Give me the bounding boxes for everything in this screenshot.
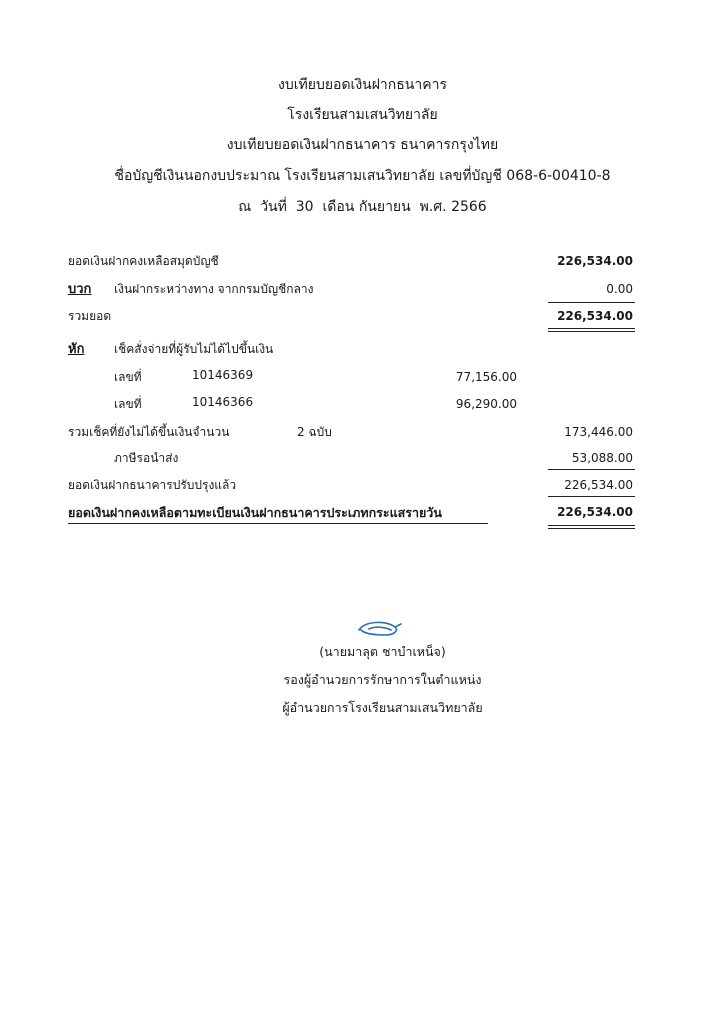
final-balance-label: ยอดเงินฝากคงเหลือตามทะเบียนเงินฝากธนาคารประเภทกระแสรายวัน: [68, 505, 442, 520]
account-name: ชื่อบัญชีเงินนอกงบประมาณ โรงเรียนสามเสนวิทยาลัย เลขที่บัญชี 068-6-00410-8: [114, 168, 611, 184]
book-balance-label: ยอดเงินฝากคงเหลือสมุดบัญชี: [68, 254, 219, 268]
adjusted-label: ยอดเงินฝากธนาคารปรับปรุงแล้ว: [68, 478, 237, 492]
day-value: 30: [295, 199, 314, 215]
handwritten-signature: [355, 618, 403, 640]
uncashed-total-amount: 173,446.00: [564, 425, 633, 439]
signatory-position-2: ผู้อำนวยการโรงเรียนสามเสนวิทยาลัย: [282, 700, 483, 715]
less-label: หัก: [68, 342, 85, 357]
tax-amount: 53,088.00: [571, 451, 633, 465]
uncashed-count: 2 ฉบับ: [297, 425, 332, 439]
year-label: พ.ศ.: [419, 199, 447, 215]
final-balance-amount: 226,534.00: [557, 505, 633, 519]
final-label-underline: [68, 523, 488, 524]
cheque-2-number: 10146366: [192, 395, 254, 409]
subtotal-amount: 226,534.00: [557, 309, 633, 323]
add-amount: 0.00: [606, 282, 633, 296]
date-prefix: ณ: [238, 199, 252, 215]
title-line-1: งบเทียบยอดเงินฝากธนาคาร: [278, 77, 447, 93]
final-double-rule: [548, 525, 635, 529]
month-value: กันยายน: [358, 199, 411, 215]
less-item: เช็คสั่งจ่ายที่ผู้รับไม่ได้ไปขึ้นเงิน: [114, 342, 274, 356]
month-label: เดือน: [322, 199, 355, 215]
school-name: โรงเรียนสามเสนวิทยาลัย: [287, 107, 438, 123]
cheque-2-amount: 96,290.00: [455, 397, 517, 411]
cheque-2-no-label: เลขที่: [114, 397, 142, 411]
book-balance-amount: 226,534.00: [557, 254, 633, 268]
uncashed-total-label: รวมเช็คที่ยังไม่ได้ขึ้นเงินจำนวน: [68, 425, 230, 439]
subtotal-rule: [548, 302, 635, 303]
add-item: เงินฝากระหว่างทาง จากกรมบัญชีกลาง: [114, 282, 314, 296]
cheque-1-amount: 77,156.00: [455, 370, 517, 384]
adjusted-rule: [548, 496, 635, 497]
subtotal-double-rule: [548, 328, 635, 332]
tax-rule: [548, 469, 635, 470]
signatory-position-1: รองผู้อำนวยการรักษาการในตำแหน่ง: [283, 672, 482, 687]
day-label: วันที่: [260, 199, 287, 215]
adjusted-amount: 226,534.00: [564, 478, 633, 492]
tax-label: ภาษีรอนำส่ง: [114, 451, 179, 465]
add-label: บวก: [68, 282, 92, 297]
cheque-1-number: 10146369: [192, 368, 254, 382]
title-line-3: งบเทียบยอดเงินฝากธนาคาร ธนาคารกรุงไทย: [226, 137, 499, 153]
cheque-1-no-label: เลขที่: [114, 370, 142, 384]
year-value: 2566: [451, 199, 487, 215]
signatory-name: (นายมาลุต ชาบำเหน็จ): [319, 644, 446, 659]
subtotal-label: รวมยอด: [68, 309, 112, 323]
statement-date: [0, 196, 725, 218]
